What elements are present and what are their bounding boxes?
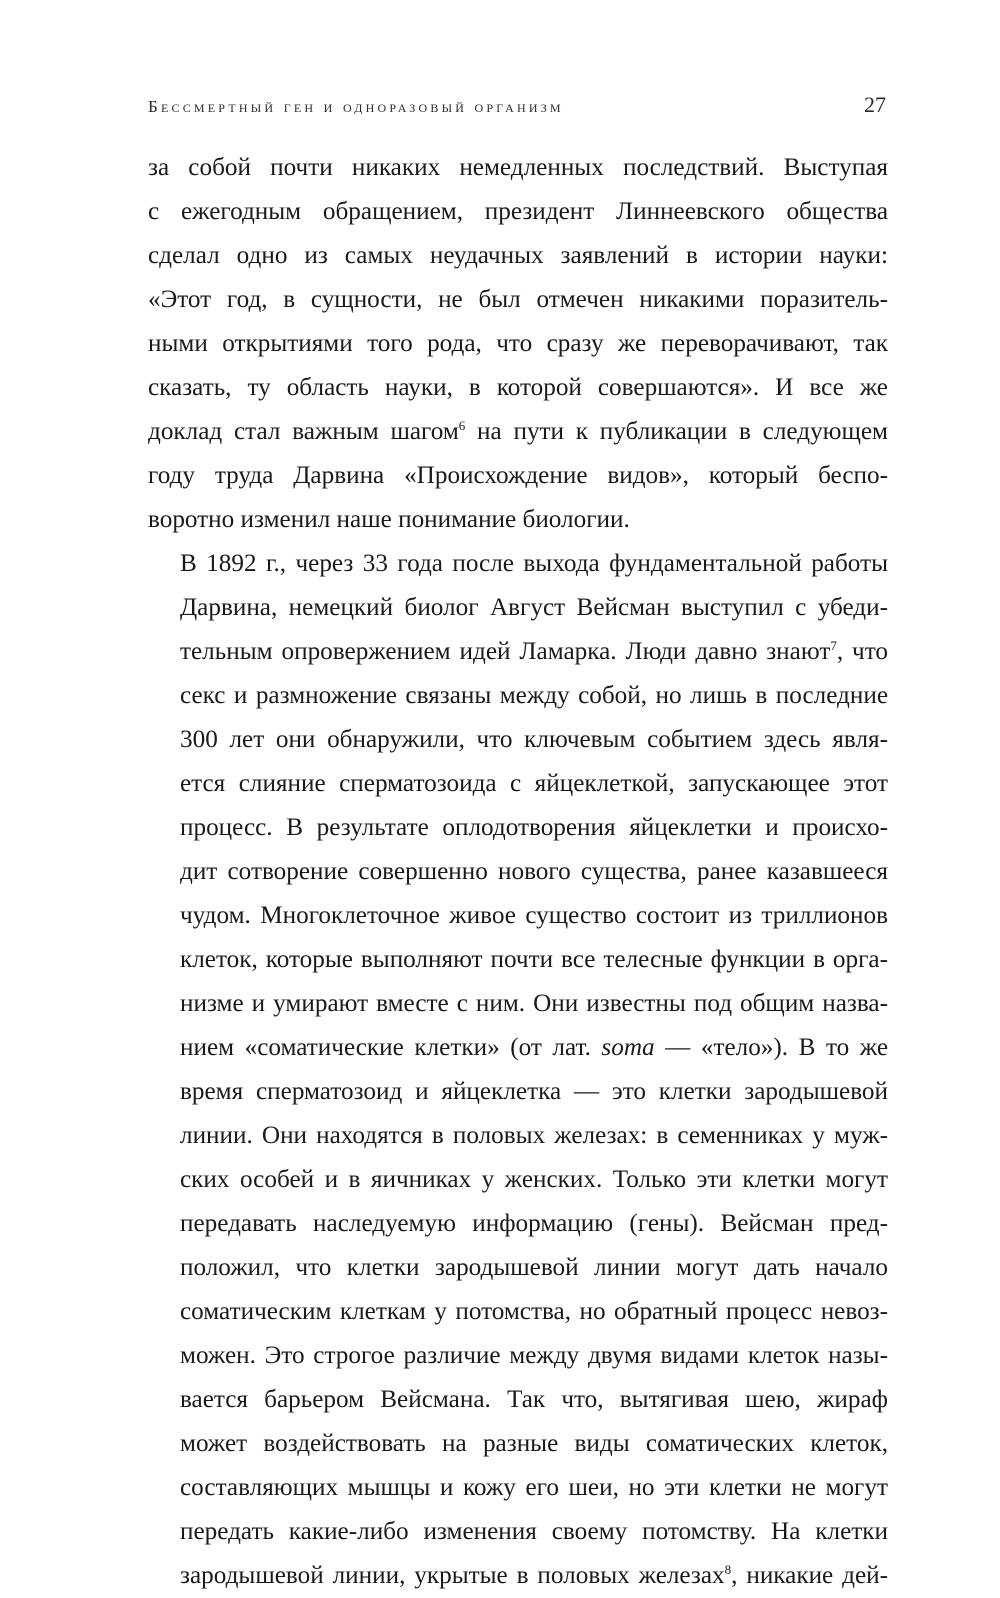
text-line: клеток, которые выполняют почти все телесные функции в орга- xyxy=(180,946,888,973)
text-line: соматическим клеткам у потомства, но обратный процесс невоз- xyxy=(180,1298,888,1325)
text-fragment: , что xyxy=(836,638,888,665)
text-line: низме и умирают вместе с ним. Они известны под общим назва- xyxy=(180,990,888,1017)
text-line: с ежегодным обращением, президент Линнеевского общества xyxy=(148,198,888,225)
text-line: Дарвина, немецкий биолог Август Вейсман выступил с убеди- xyxy=(180,594,888,621)
text-line: сделал одно из самых неудачных заявлений в истории науки: xyxy=(148,242,888,269)
text-line: чудом. Многоклеточное живое существо состоит из триллионов xyxy=(180,902,888,929)
text-line: сказать, ту область науки, в которой совершаются». И все же xyxy=(148,374,888,401)
text-fragment: — «тело»). В то же xyxy=(665,1034,888,1061)
text-line: можен. Это строгое различие между двумя видами клеток назы- xyxy=(180,1342,888,1369)
text-line: составляющих мышцы и кожу его шеи, но эти клетки не могут xyxy=(180,1474,888,1501)
text-line: вается барьером Вейсмана. Так что, вытягивая шею, жираф xyxy=(180,1386,888,1413)
text-line: году труда Дарвина «Происхождение видов», который беспо- xyxy=(148,462,888,489)
text-line: линии. Они находятся в половых железах: в семенниках у муж- xyxy=(180,1122,888,1149)
text-line xyxy=(148,1026,888,1070)
text-line: воротно изменил наше понимание биологии. xyxy=(148,506,630,533)
text-fragment: тельным опровержением идей Ламарка. Люди давно знают xyxy=(180,638,831,665)
text-line: может воздействовать на разные виды соматических клеток, xyxy=(180,1430,888,1457)
running-title: Бессмертный ген и одноразовый организм xyxy=(148,97,564,116)
text-line: «Этот год, в сущности, не был отмечен никакими поразитель- xyxy=(148,286,888,313)
text-line: В 1892 г., через 33 года после выхода фундаментальной работы xyxy=(180,550,888,577)
text-line: ными открытиями того рода, что сразу же переворачивают, так xyxy=(148,330,888,357)
text-line: секс и размножение связаны между собой, но лишь в последние xyxy=(180,682,888,709)
footnote-marker[interactable]: 8 xyxy=(724,1562,732,1577)
book-page xyxy=(148,92,888,1598)
text-fragment: доклад стал важным шагом xyxy=(148,418,459,445)
page-number: 27 xyxy=(864,92,886,117)
footnote-marker[interactable]: 6 xyxy=(458,418,466,433)
text-line: 300 лет они обнаружили, что ключевым событием здесь явля- xyxy=(180,726,888,753)
text-line: ских особей и в яичниках у женских. Только эти клетки могут xyxy=(180,1166,888,1193)
text-line xyxy=(148,1554,888,1598)
text-line: положил, что клетки зародышевой линии могут дать начало xyxy=(180,1254,888,1281)
paragraph-2 xyxy=(148,542,888,1598)
text-fragment: зародышевой линии, укрытые в половых железах xyxy=(180,1562,725,1589)
footnote-marker[interactable]: 7 xyxy=(830,638,837,653)
text-fragment: на пути к публикации в следующем xyxy=(477,418,888,445)
body-text xyxy=(148,146,888,1598)
text-line: дит сотворение совершенно нового существа, ранее казавшееся xyxy=(180,858,888,885)
text-line: передать какие-либо изменения своему потомству. На клетки xyxy=(180,1518,888,1545)
text-line: время сперматозоид и яйцеклетка — это клетки зародышевой xyxy=(180,1078,888,1105)
text-line: процесс. В результате оплодотворения яйцеклетки и происхо- xyxy=(180,814,888,841)
running-head xyxy=(148,92,888,128)
text-fragment: , никакие дей- xyxy=(731,1562,888,1589)
latin-term: soma xyxy=(601,1034,655,1061)
text-line: ется слияние сперматозоида с яйцеклеткой, запускающее этот xyxy=(180,770,888,797)
paragraph-1 xyxy=(148,146,888,542)
text-line: передавать наследуемую информацию (гены). Вейсман пред- xyxy=(180,1210,888,1237)
text-fragment: нием «соматические клетки» (от лат. xyxy=(180,1034,591,1061)
text-line xyxy=(148,630,888,674)
text-line xyxy=(148,410,888,454)
text-line: за собой почти никаких немедленных последствий. Выступая xyxy=(148,154,888,181)
